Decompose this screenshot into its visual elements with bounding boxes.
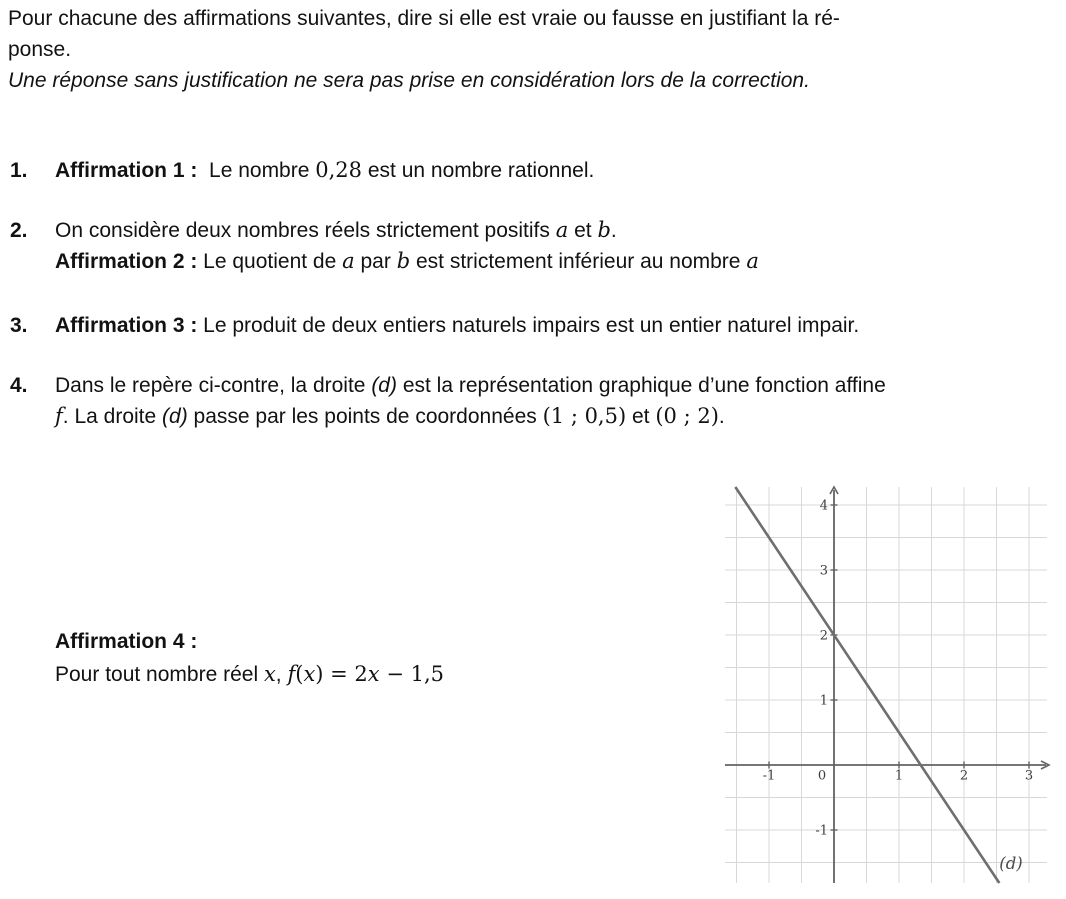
text-segment: f: [287, 662, 296, 686]
item-number: 4.: [10, 374, 28, 397]
text-segment: (1 ; 0,5): [542, 404, 627, 428]
text-segment: Le nombre: [197, 159, 316, 182]
text-line: [55, 215, 759, 246]
text-segment: Pour tout nombre réel: [55, 663, 264, 686]
intro-line-1: Pour chacune des affirmations suivantes, dire si elle est vraie ou fausse en justifiant la ré-: [8, 7, 840, 30]
x-tick-label: 0: [817, 768, 827, 784]
affirmation-4-block: [55, 625, 444, 691]
y-tick-label: 1: [819, 693, 828, 709]
text-segment: Affirmation 4 :: [55, 630, 198, 653]
y-tick-label: 4: [819, 498, 828, 514]
affirmation-item: [10, 370, 886, 432]
text-line: [55, 246, 759, 277]
text-segment: Affirmation 3 :: [55, 314, 198, 337]
y-tick-label: 2: [819, 628, 828, 644]
item-text: [55, 370, 886, 432]
text-segment: et: [626, 405, 656, 428]
text-segment: Le quotient de: [197, 250, 343, 273]
text-segment: − 1,5: [379, 662, 444, 686]
text-line: [55, 310, 859, 341]
item-number: 3.: [10, 314, 28, 337]
graph-svg: [700, 470, 1066, 899]
text-segment: (d): [371, 374, 397, 397]
item-number: 2.: [10, 219, 28, 242]
item-number: 1.: [10, 159, 28, 182]
intro-line-2: ponse.: [8, 38, 72, 61]
text-segment: x: [303, 662, 316, 686]
text-segment: .: [610, 219, 617, 242]
text-segment: par: [354, 250, 397, 273]
text-segment: f: [55, 404, 63, 428]
text-segment: 0,28: [315, 158, 363, 182]
item-text: [55, 310, 859, 341]
x-tick-label: 1: [894, 768, 904, 784]
text-segment: a: [342, 249, 355, 273]
text-segment: a: [555, 218, 569, 242]
x-tick-label: -1: [762, 768, 776, 784]
text-line: [55, 370, 886, 401]
affirmation-item: [10, 155, 594, 186]
text-segment: est un nombre rationnel.: [362, 159, 595, 182]
exercise-intro: [8, 3, 840, 96]
text-segment: est la représentation graphique d’une fonction affine: [396, 374, 886, 397]
line-d-label: (d): [999, 854, 1023, 873]
text-segment: . La droite: [62, 405, 163, 428]
text-segment: b: [597, 218, 611, 242]
text-segment: ) = 2: [315, 662, 368, 686]
affirmation-item: [10, 215, 759, 277]
text-segment: a: [746, 249, 759, 273]
text-segment: x: [263, 662, 276, 686]
text-line: [55, 155, 594, 186]
text-segment: Affirmation 2 :: [55, 250, 198, 273]
text-segment: (0 ; 2): [655, 404, 719, 428]
text-segment: Affirmation 1 :: [55, 159, 198, 182]
x-tick-label: 2: [959, 768, 969, 784]
x-tick-label: 3: [1024, 768, 1034, 784]
item-text: [55, 155, 594, 186]
text-segment: Le produit de deux entiers naturels impairs est un entier naturel impair.: [197, 314, 860, 337]
text-segment: b: [396, 249, 411, 273]
text-line: [55, 658, 444, 691]
text-segment: est strictement inférieur au nombre: [410, 250, 747, 273]
intro-line-italic: Une réponse sans justification ne sera pas prise en considération lors de la correction.: [8, 69, 810, 92]
text-segment: passe par les points de coordonnées: [187, 405, 543, 428]
text-segment: x: [367, 662, 380, 686]
text-segment: (d): [162, 405, 188, 428]
text-segment: Dans le repère ci-contre, la droite: [55, 374, 372, 397]
y-tick-label: 3: [819, 563, 828, 579]
text-line: [55, 401, 886, 432]
text-segment: et: [568, 219, 598, 242]
text-segment: On considère deux nombres réels strictement positifs: [55, 219, 556, 242]
coordinate-graph: [700, 470, 1066, 899]
text-segment: .: [718, 405, 725, 428]
line-d: [735, 487, 999, 883]
text-segment: (: [295, 662, 304, 686]
grid-lines: [725, 487, 1047, 883]
text-line: [55, 625, 444, 658]
item-text: [55, 215, 759, 277]
tick-labels: [763, 499, 1033, 839]
text-segment: ,: [275, 663, 288, 686]
y-tick-label: -1: [815, 823, 828, 839]
affirmation-item: [10, 310, 859, 341]
